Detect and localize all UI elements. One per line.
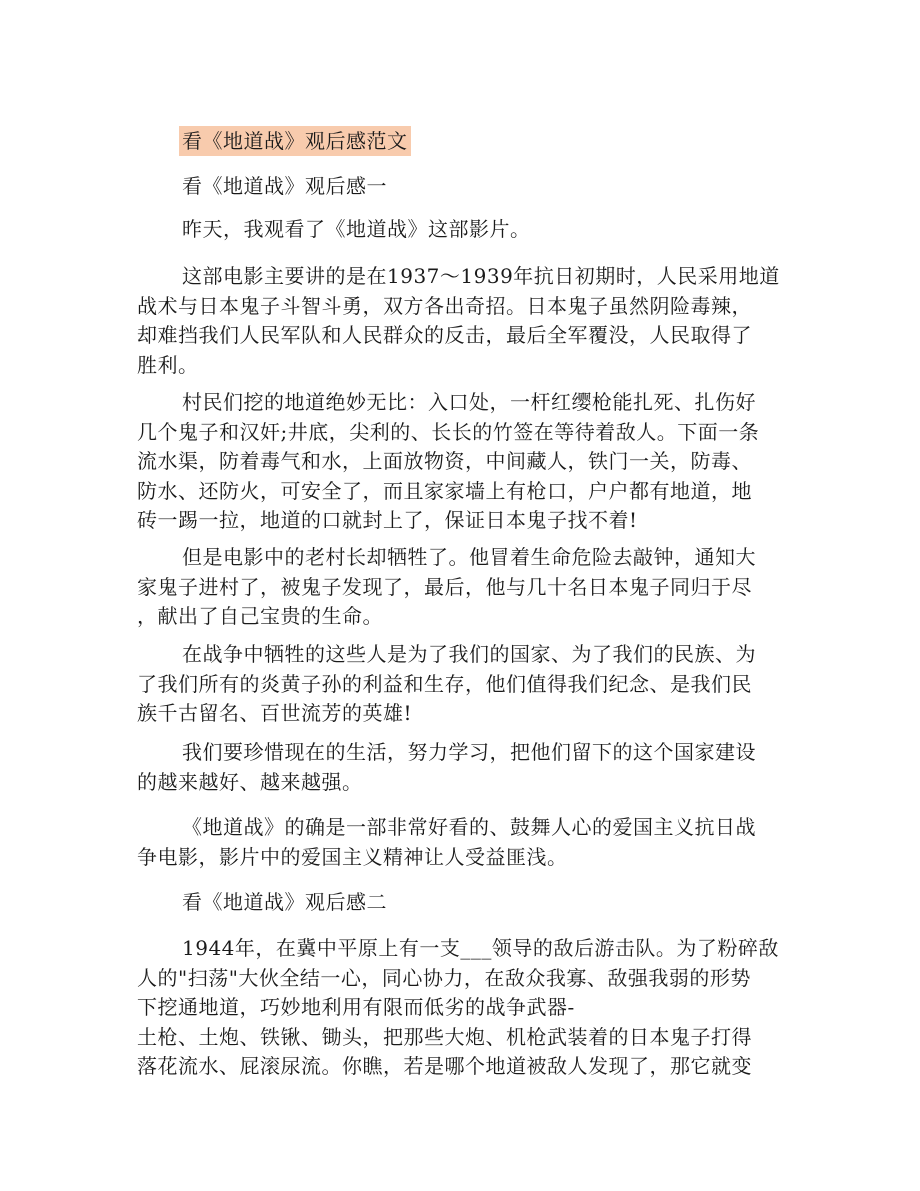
paragraph-line: 但是电影中的老村长却牺牲了。他冒着生命危险去敲钟，通知大 [182,545,756,569]
paragraph-line: 族千古留名、百世流芳的英雄! [137,701,413,725]
paragraph-line: 我们要珍惜现在的生活，努力学习，把他们留下的这个国家建设 [182,740,756,764]
paragraph-line: 人的"扫荡"大伙全结一心，同心协力，在敌众我寡、敌强我弱的形势 [137,965,751,990]
paragraph-line: 流水渠，防着毒气和水，上面放物资，中间藏人，铁门一关，防毒、 [137,449,752,473]
paragraph-line: 战术与日本鬼子斗智斗勇，双方各出奇招。日本鬼子虽然阴险毒辣， [137,293,752,318]
paragraph-line: 下挖通地道，巧妙地利用有限而低劣的战争武器- [137,995,575,1019]
section-heading-2: 看《地道战》观后感二 [182,890,387,914]
paragraph [137,738,787,797]
paragraph-line: 防水、还防火，可安全了，而且家家墙上有枪口，户户都有地道，地 [137,478,752,503]
paragraph [137,934,787,1082]
paragraph-line: ，献出了自己宝贵的生命。 [137,604,383,628]
paragraph-line: 家鬼子进村了，被鬼子发现了，最后，他与几十名日本鬼子同归于尽 [137,574,752,599]
paragraph-line: 砖一踢一拉，地道的口就封上了，保证日本鬼子找不着! [137,508,638,532]
paragraph-line: 争电影，影片中的爱国主义精神让人受益匪浅。 [137,844,568,869]
paragraph-line: 却难挡我们人民军队和人民群众的反击，最后全军覆没，人民取得了 [137,323,752,347]
paragraph-line: 胜利。 [137,352,199,377]
paragraph [137,543,787,632]
paragraph [137,262,787,380]
paragraph [137,813,787,872]
paragraph-line: 了我们所有的炎黄子孙的利益和生存，他们值得我们纪念、是我们民 [137,671,752,696]
paragraph-line: 1944年，在冀中平原上有一支___领导的敌后游击队。为了粉碎敌 [182,936,779,960]
paragraph [137,388,787,536]
paragraph-line: 几个鬼子和汉奸;井底，尖利的、长长的竹签在等待着敌人。下面一条 [137,419,760,444]
section-heading-1: 看《地道战》观后感一 [182,174,387,198]
paragraph-line: 土枪、土炮、铁锹、锄头，把那些大炮、机枪武装着的日本鬼子打得 [137,1024,752,1049]
paragraph-line: 落花流水、屁滚尿流。你瞧，若是哪个地道被敌人发现了，那它就变 [137,1054,752,1078]
paragraph [137,215,787,245]
paragraph-line: 昨天，我观看了《地道战》这部影片。 [182,217,531,241]
paragraph-line: 村民们挖的地道绝妙无比：入口处，一杆红缨枪能扎死、扎伤好 [182,390,756,414]
paragraph-line: 这部电影主要讲的是在1937～1939年抗日初期时，人民采用地道 [182,264,780,288]
paragraph [137,640,787,729]
document-title: 看《地道战》观后感范文 [179,126,411,156]
paragraph-line: 《地道战》的确是一部非常好看的、鼓舞人心的爱国主义抗日战 [182,815,756,839]
paragraph-line: 的越来越好、越来越强。 [137,769,363,794]
paragraph-line: 在战争中牺牲的这些人是为了我们的国家、为了我们的民族、为 [182,642,756,666]
